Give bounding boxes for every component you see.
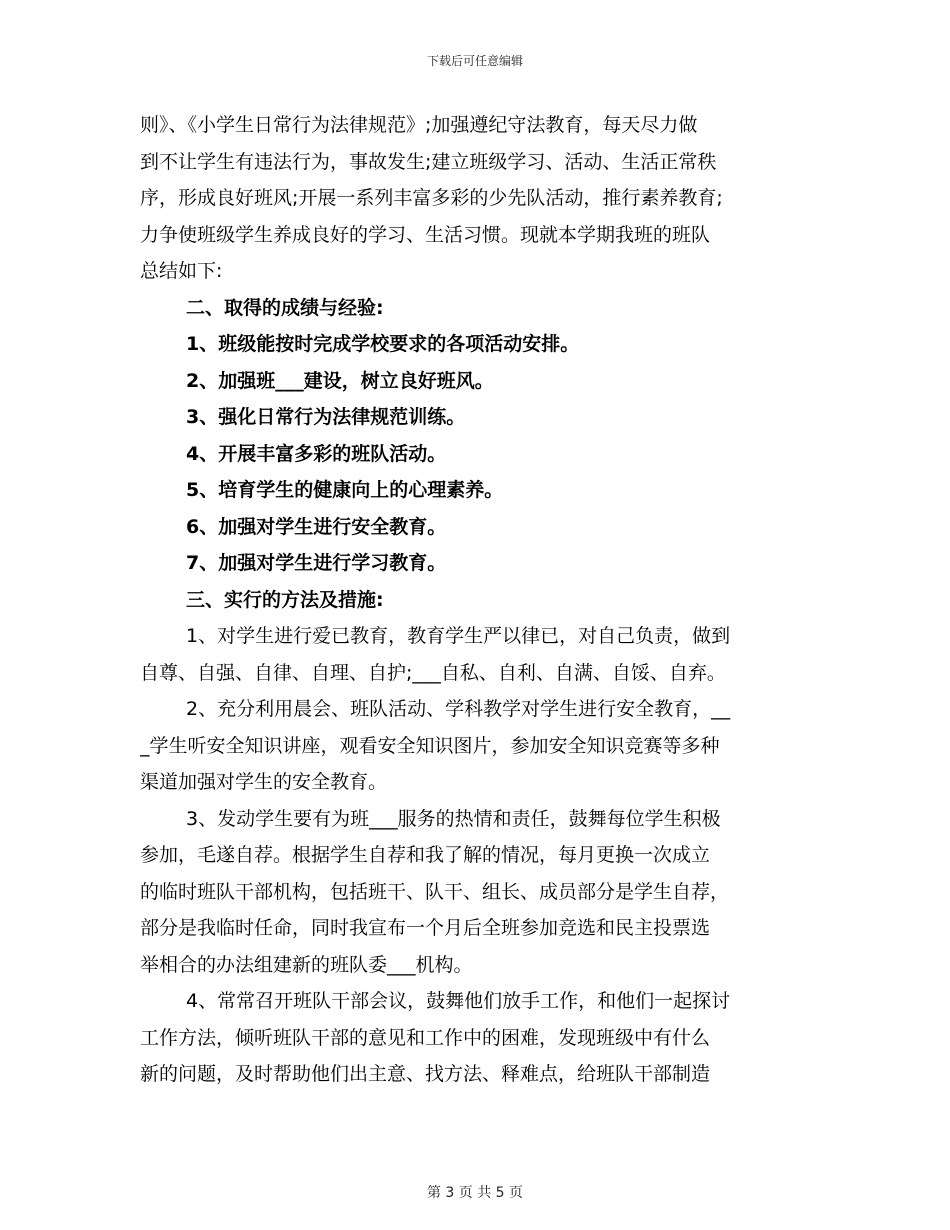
list-item: 5、培育学生的健康向上的心理素养。 [186, 479, 504, 501]
body-line: 力争使班级学生养成良好的学习、生活习惯。现就本学期我班的班队 [140, 223, 711, 246]
body-line: 3、发动学生要有为班___服务的热情和责任，鼓舞每位学生积极 [186, 807, 721, 830]
list-item: 3、强化日常行为法律规范训练。 [186, 406, 466, 428]
page-footer: 第 3 页 共 5 页 [426, 1185, 524, 1201]
list-item: 2、加强班___建设，树立良好班风。 [186, 369, 494, 392]
section-heading: 三、实行的方法及措施: [186, 588, 384, 611]
body-line: 序，形成良好班风;开展一系列丰富多彩的少先队活动，推行素养教育; [140, 187, 723, 209]
body-line: 自尊、自强、自律、自理、自护;___自私、自利、自满、自馁、自弃。 [140, 661, 726, 684]
body-line: 参加，毛遂自荐。根据学生自荐和我了解的情况，每月更换一次成立 [140, 844, 711, 866]
body-line: 工作方法，倾听班队干部的意见和工作中的困难，发现班级中有什么 [140, 1026, 711, 1049]
list-item: 4、开展丰富多彩的班队活动。 [186, 442, 447, 465]
body-line: 总结如下: [140, 260, 223, 282]
body-line: 到不让学生有违法行为，事故发生;建立班级学习、活动、生活正常秩 [140, 150, 717, 173]
page-header: 下载后可任意编辑 [426, 54, 523, 68]
body-line: 1、对学生进行爱已教育，教育学生严以律已，对自己负责，做到 [186, 625, 731, 647]
body-line: _学生听安全知识讲座，观看安全知识图片，参加安全知识竞赛等多种 [140, 734, 720, 757]
document-body [140, 107, 812, 1093]
list-item: 1、班级能按时完成学校要求的各项活动安排。 [186, 333, 580, 355]
body-line: 举相合的办法组建新的班队委___机构。 [140, 953, 473, 976]
body-line: 2、充分利用晨会、班队活动、学科教学对学生进行安全教育，__ [186, 698, 731, 720]
body-line: 部分是我临时任命，同时我宣布一个月后全班参加竞选和民主投票选 [140, 917, 711, 939]
list-item: 7、加强对学生进行学习教育。 [186, 552, 447, 574]
body-line: 则》、《小学生日常行为法律规范》;加强遵纪守法教育，每天尽力做 [140, 114, 698, 136]
body-line: 渠道加强对学生的安全教育。 [140, 771, 388, 793]
body-line: 的临时班队干部机构，包括班干、队干、组长、成员部分是学生自荐， [140, 880, 730, 903]
list-item: 6、加强对学生进行安全教育。 [186, 515, 447, 538]
body-line: 4、常常召开班队干部会议，鼓舞他们放手工作，和他们一起探讨 [186, 990, 731, 1012]
section-heading: 二、取得的成绩与经验: [186, 296, 384, 319]
body-line: 新的问题，及时帮助他们出主意、找方法、释难点，给班队干部制造 [140, 1063, 711, 1085]
